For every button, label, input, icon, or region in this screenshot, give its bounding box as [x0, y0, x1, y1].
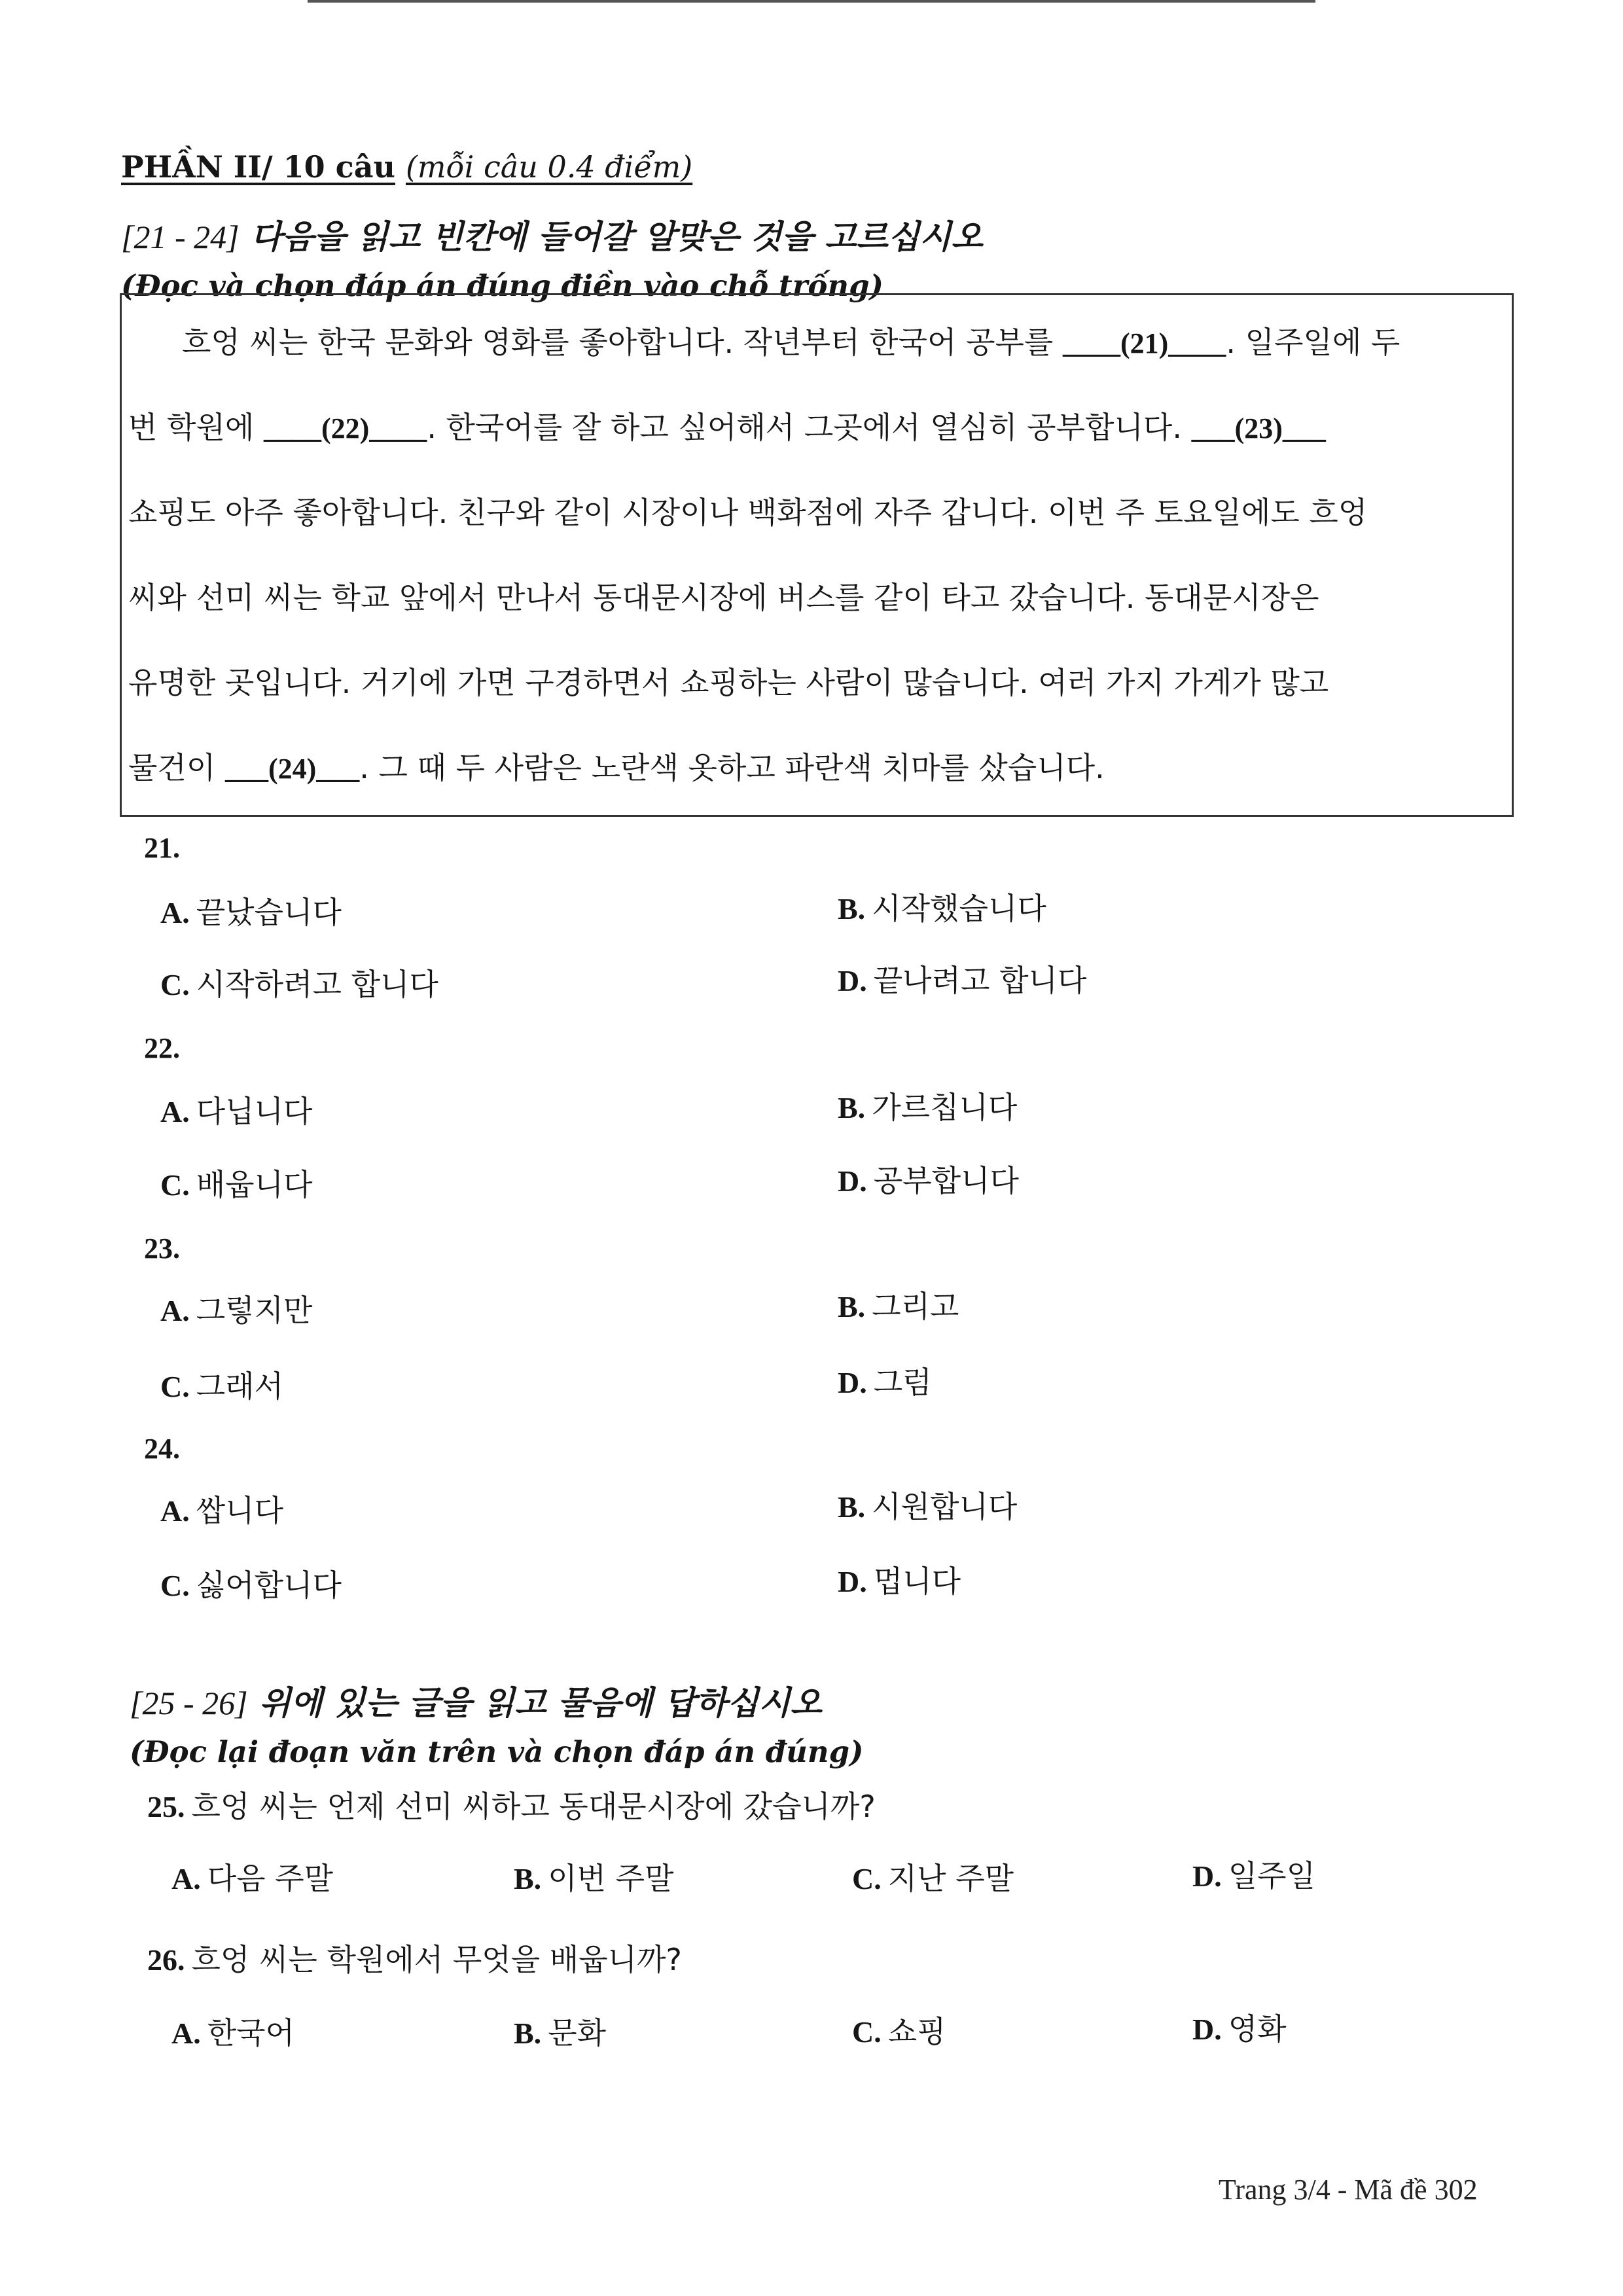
section2-title — [130, 1677, 822, 1724]
section1-title-ko: 다음을 읽고 빈칸에 들어갈 알맞은 것을 고르십시오 — [251, 217, 983, 256]
question-22-number: 22. — [144, 1032, 180, 1064]
reading-passage — [120, 293, 1514, 817]
part-points: (mỗi câu 0.4 điểm) — [405, 149, 693, 185]
passage-line-2 — [128, 404, 1326, 447]
q21-option-a[interactable]: A. 끝났습니다 — [160, 895, 342, 930]
q24-option-c[interactable]: C. 싫어합니다 — [160, 1568, 342, 1603]
passage-line-3: 쇼핑도 아주 좋아합니다. 친구와 같이 시장이나 백화점에 자주 갑니다. 이번 주 토요일에도 흐엉 — [128, 495, 1368, 530]
passage-text: . 일주일에 두 — [1226, 325, 1400, 360]
q25-option-a[interactable]: A. 다음 주말 — [171, 1861, 334, 1896]
q21-option-d[interactable]: D. 끝나려고 합니다 — [838, 963, 1087, 998]
part-label: PHẦN II/ 10 câu — [121, 149, 395, 185]
q24-option-b[interactable]: B. 시원합니다 — [838, 1489, 1018, 1524]
top-rule — [308, 0, 1315, 3]
passage-line-4: 씨와 선미 씨는 학교 앞에서 만나서 동대문시장에 버스를 같이 타고 갔습니다. 동대문시장은 — [128, 580, 1319, 615]
passage-line-1 — [182, 319, 1400, 362]
q23-option-c[interactable]: C. 그래서 — [160, 1369, 284, 1404]
q21-option-c[interactable]: C. 시작하려고 합니다 — [160, 967, 438, 1002]
q25-option-d[interactable]: D. 일주일 — [1192, 1858, 1316, 1893]
question-24-number: 24. — [144, 1433, 180, 1465]
q23-option-b[interactable]: B. 그리고 — [838, 1289, 959, 1324]
page-footer: Trang 3/4 - Mã đề 302 — [1219, 2174, 1478, 2206]
q25-option-b[interactable]: B. 이번 주말 — [514, 1861, 674, 1896]
question-25: 25. 흐엉 씨는 언제 선미 씨하고 동대문시장에 갔습니까? — [147, 1789, 876, 1824]
q24-option-d[interactable]: D. 멉니다 — [838, 1564, 961, 1599]
blank-23: ___(23)___ — [1191, 412, 1326, 444]
passage-text: . 그 때 두 사람은 노란색 옷하고 파란색 치마를 샀습니다. — [359, 750, 1105, 785]
question-21-number: 21. — [144, 832, 180, 864]
section2-title-ko: 위에 있는 글을 읽고 물음에 답하십시오 — [259, 1683, 822, 1722]
q26-option-c[interactable]: C. 쇼핑 — [852, 2014, 946, 2049]
section1-title — [121, 211, 983, 258]
passage-text: . 한국어를 잘 하고 싶어해서 그곳에서 열심히 공부합니다. — [427, 410, 1192, 445]
question-23-number: 23. — [144, 1232, 180, 1265]
section1-subtitle: (Đọc và chọn đáp án đúng điền vào chỗ trống) — [121, 268, 883, 303]
blank-21: ____(21)____ — [1063, 327, 1226, 359]
q26-option-a[interactable]: A. 한국어 — [171, 2015, 295, 2051]
blank-22: ____(22)____ — [264, 412, 427, 444]
part-heading — [121, 149, 692, 185]
passage-text: 흐엉 씨는 한국 문화와 영화를 좋아합니다. 작년부터 한국어 공부를 — [182, 325, 1063, 360]
blank-24: ___(24)___ — [224, 753, 360, 785]
q22-option-a[interactable]: A. 다닙니다 — [160, 1094, 313, 1129]
q26-option-b[interactable]: B. 문화 — [514, 2015, 607, 2051]
section2-range: [25 - 26] — [130, 1685, 248, 1721]
section2-subtitle: (Đọc lại đoạn văn trên và chọn đáp án đúng) — [130, 1734, 864, 1769]
q24-option-a[interactable]: A. 쌉니다 — [160, 1493, 284, 1528]
q26-option-d[interactable]: D. 영화 — [1192, 2011, 1287, 2047]
passage-text: 물건이 — [128, 750, 225, 785]
q25-option-c[interactable]: C. 지난 주말 — [852, 1861, 1014, 1896]
passage-line-5: 유명한 곳입니다. 거기에 가면 구경하면서 쇼핑하는 사람이 많습니다. 여러 가지 가게가 많고 — [128, 665, 1329, 700]
passage-text: 번 학원에 — [128, 410, 264, 445]
q23-option-d[interactable]: D. 그럼 — [838, 1365, 932, 1400]
section1-range: [21 - 24] — [121, 219, 240, 255]
q23-option-a[interactable]: A. 그렇지만 — [160, 1293, 313, 1328]
q22-option-b[interactable]: B. 가르칩니다 — [838, 1090, 1018, 1125]
q21-option-b[interactable]: B. 시작했습니다 — [838, 891, 1046, 926]
q22-option-d[interactable]: D. 공부합니다 — [838, 1163, 1019, 1198]
q22-option-c[interactable]: C. 배웁니다 — [160, 1167, 313, 1202]
passage-line-6 — [128, 744, 1105, 787]
question-26: 26. 흐엉 씨는 학원에서 무엇을 배웁니까? — [147, 1942, 682, 1977]
